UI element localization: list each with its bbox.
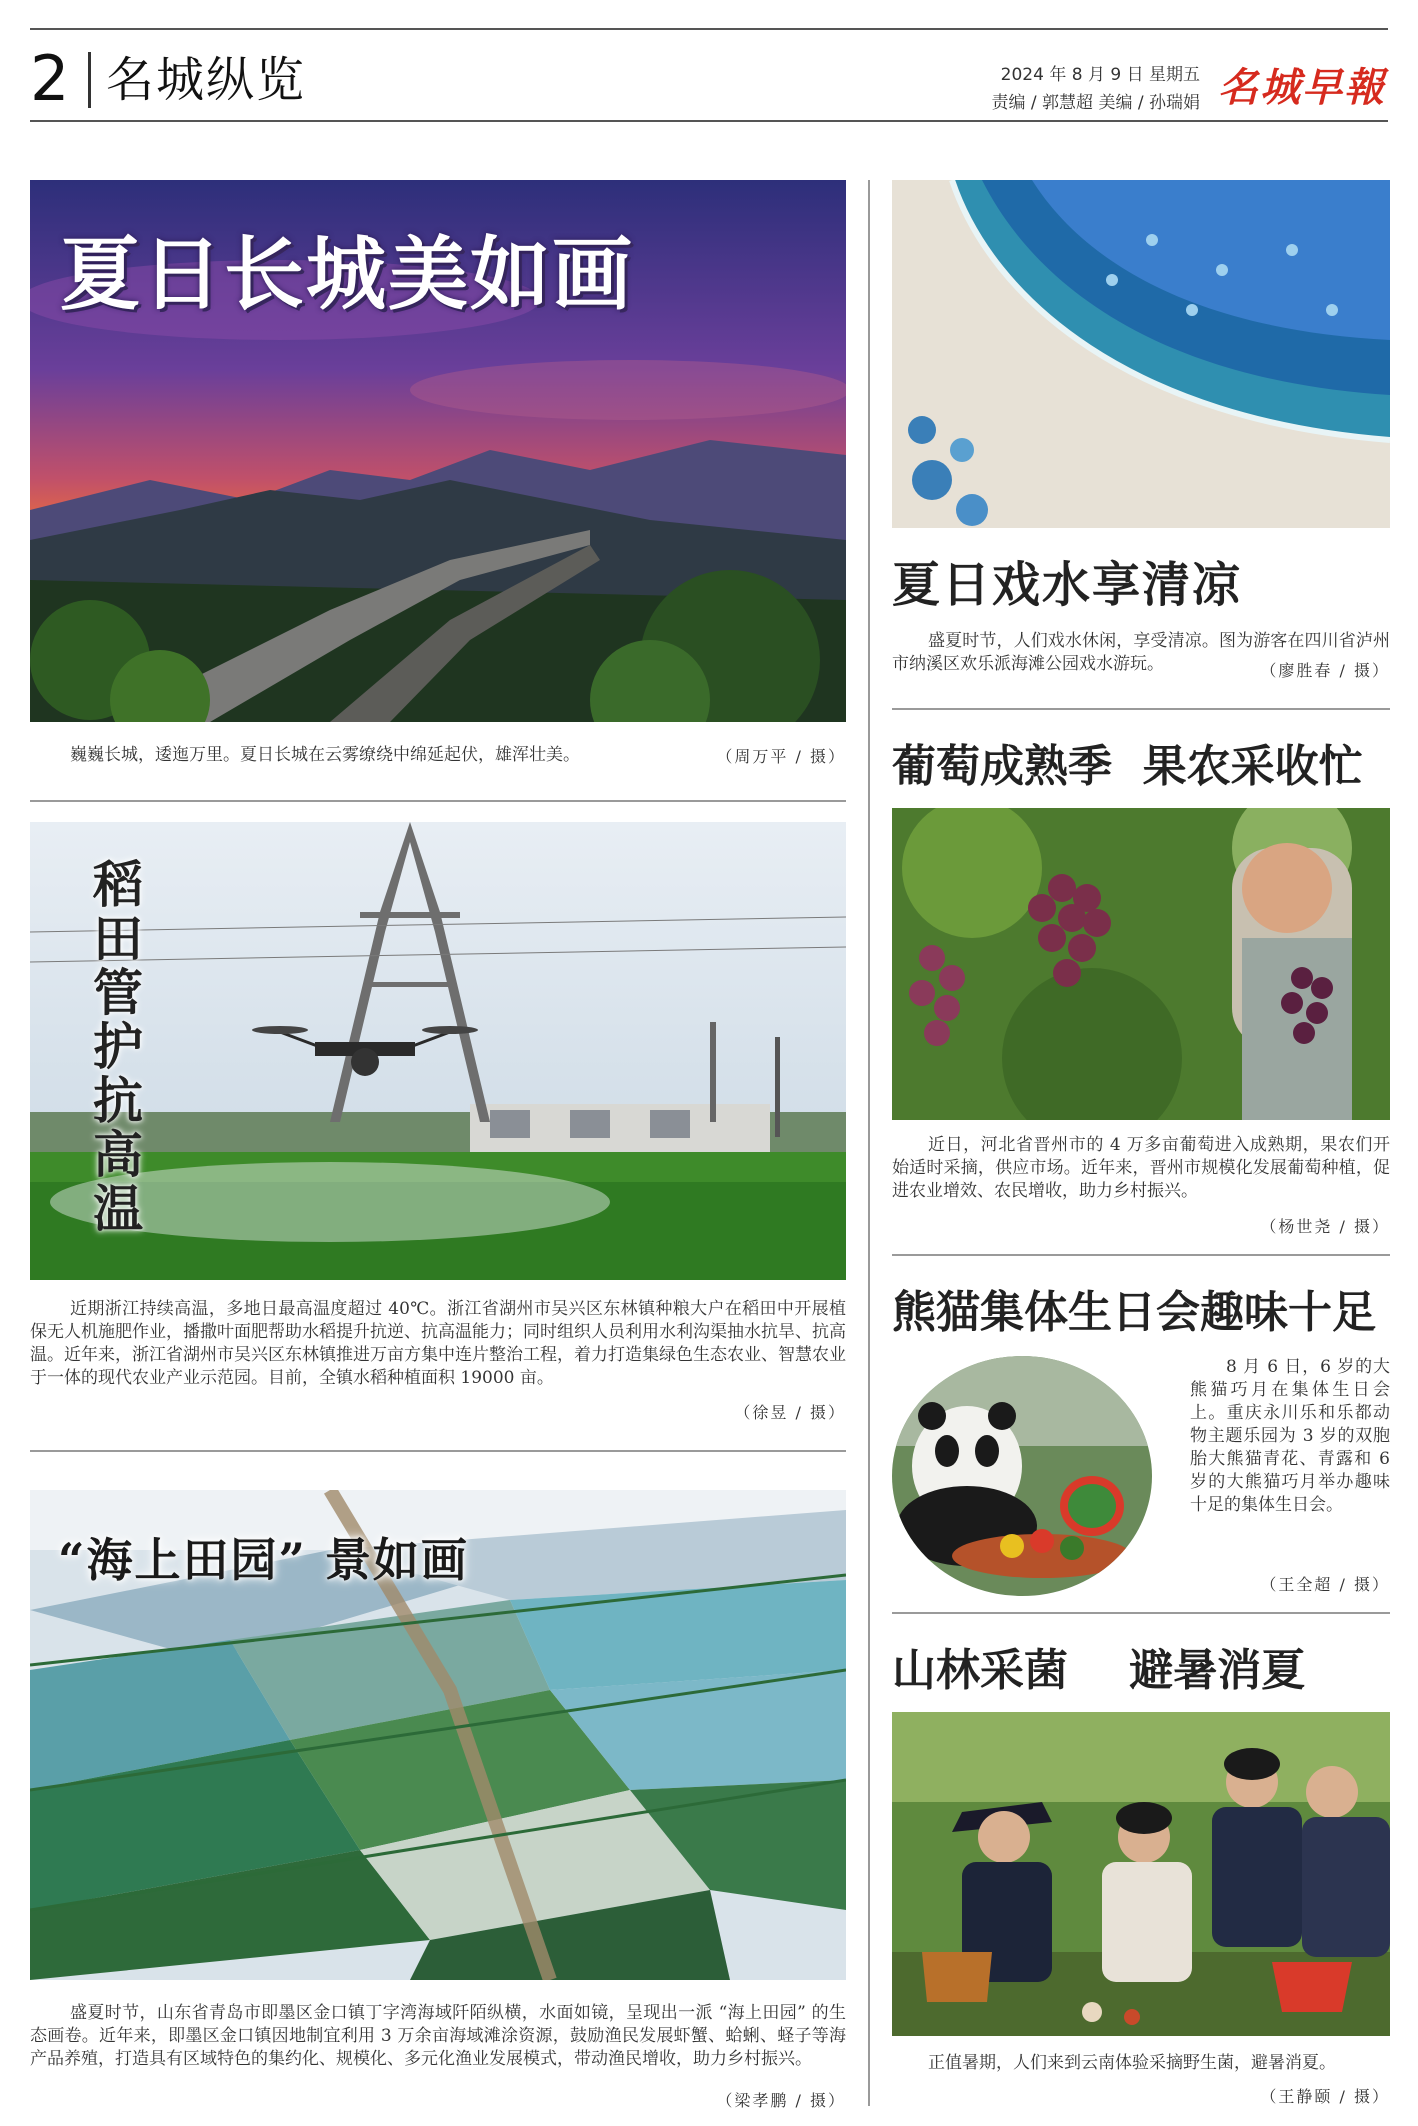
top-rule	[30, 28, 1388, 30]
great-wall-caption: 巍巍长城，逶迤万里。夏日长城在云雾缭绕中绵延起伏，雄浑壮美。	[70, 745, 580, 765]
section-title: 名城纵览	[106, 52, 307, 108]
rice-field-title: 稻田管护抗高温	[85, 858, 144, 1236]
water-play-title: 夏日戏水享清凉	[892, 557, 1243, 613]
divider-right-1	[892, 708, 1390, 710]
panda-credit: （王全超 / 摄）	[1260, 1575, 1390, 1594]
mushroom-title: 山林采菌 避暑消夏	[892, 1645, 1306, 1696]
divider-left-2	[30, 1450, 846, 1452]
divider-right-2	[892, 1254, 1390, 1256]
mushroom-credit: （王静颐 / 摄）	[1260, 2087, 1390, 2106]
sea-field-title: “海上田园” 景如画	[58, 1533, 469, 1587]
header-rule	[30, 120, 1388, 122]
divider-right-3	[892, 1612, 1390, 1614]
sea-field-caption: 盛夏时节，山东省青岛市即墨区金口镇丁字湾海域阡陌纵横，水面如镜，呈现出一派 “海上田园” 的生态画卷。近年来，即墨区金口镇因地制宜利用 3 万余亩海域滩涂资源，鼓励渔民发展虾蟹、蛤蜊、蛏子等海产品养殖，打造具有区域特色的集约化、规模化、多元化渔业发展模式，带动渔民增收，助力乡村振兴。	[30, 2003, 846, 2069]
rice-field-photo	[30, 822, 846, 1280]
water-play-credit: （廖胜春 / 摄）	[1260, 661, 1390, 680]
page-number: 2	[30, 42, 70, 115]
grapes-photo	[892, 808, 1390, 1120]
great-wall-title: 夏日长城美如画	[60, 228, 634, 321]
rice-field-caption: 近期浙江持续高温，多地日最高温度超过 40℃。浙江省湖州市吴兴区东林镇种粮大户在稻田中开展植保无人机施肥作业，播撒叶面肥帮助水稻提升抗逆、抗高温能力；同时组织人员利用水利沟渠抽水抗旱、抗高温。近年来，浙江省湖州市吴兴区东林镇推进万亩方集中连片整治工程，着力打造集绿色生态农业、智慧农业于一体的现代农业产业示范园。目前，全镇水稻种植面积 19000 亩。	[30, 1299, 846, 1388]
mushroom-photo	[892, 1712, 1390, 2036]
paper-logo: 名城早報	[1218, 64, 1386, 111]
water-play-caption: 盛夏时节，人们戏水休闲，享受清凉。图为游客在四川省泸州市纳溪区欢乐派海滩公园戏水游玩。	[892, 631, 1390, 674]
sea-field-photo	[30, 1490, 846, 1980]
grapes-title: 葡萄成熟季 果农采收忙	[892, 741, 1363, 792]
great-wall-photo	[30, 180, 846, 722]
rice-field-credit: （徐昱 / 摄）	[734, 1403, 846, 1422]
grapes-credit: （杨世尧 / 摄）	[1260, 1217, 1390, 1236]
issue-date: 2024 年 8 月 9 日 星期五	[1000, 65, 1200, 85]
water-play-photo	[892, 180, 1390, 528]
grapes-caption: 近日，河北省晋州市的 4 万多亩葡萄进入成熟期，果农们开始适时采摘，供应市场。近年来，晋州市规模化发展葡萄种植，促进农业增效、农民增收，助力乡村振兴。	[892, 1135, 1390, 1201]
editors-credit: 责编 / 郭慧超 美编 / 孙瑞娟	[991, 93, 1200, 113]
header-separator	[88, 52, 91, 108]
great-wall-credit: （周万平 / 摄）	[716, 747, 846, 766]
sea-field-credit: （梁孝鹏 / 摄）	[716, 2091, 846, 2110]
column-divider	[868, 180, 870, 2106]
panda-title: 熊猫集体生日会趣味十足	[892, 1287, 1376, 1338]
panda-caption: 8 月 6 日，6 岁的大熊猫巧月在集体生日会上。重庆永川乐和乐都动物主题乐园为 3 岁的双胞胎大熊猫青花、青露和 6 岁的大熊猫巧月举办趣味十足的集体生日会。	[1190, 1357, 1390, 1515]
mushroom-caption: 正值暑期，人们来到云南体验采摘野生菌，避暑消夏。	[928, 2053, 1336, 2073]
panda-photo	[892, 1356, 1152, 1596]
divider-left-1	[30, 800, 846, 802]
